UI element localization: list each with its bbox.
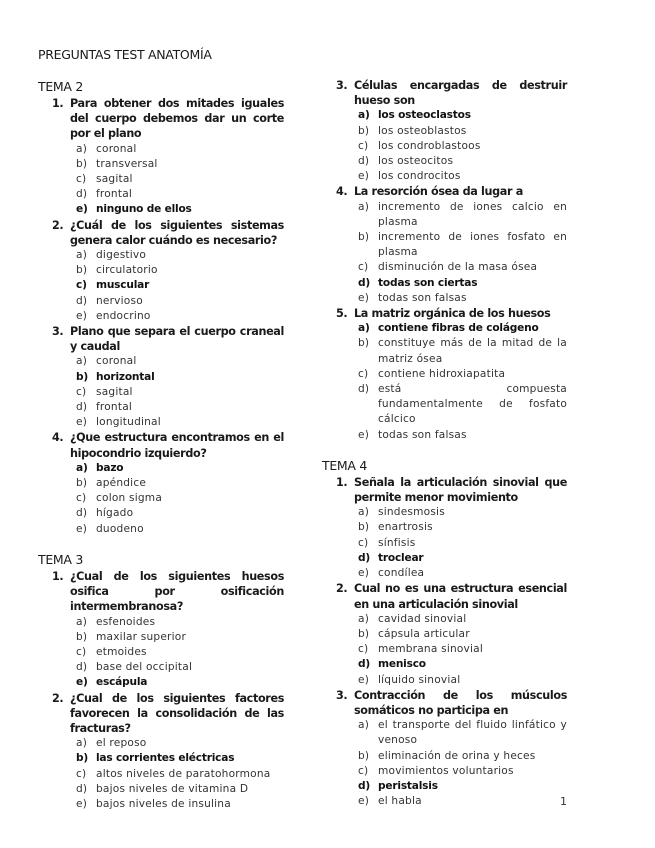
- option-letter: a): [358, 719, 370, 732]
- option-text: todas son falsas: [378, 428, 467, 441]
- answer-option: [322, 428, 567, 443]
- answer-option: [38, 630, 284, 645]
- answer-option: [38, 142, 284, 157]
- answer-option: [322, 642, 567, 657]
- option-text: coronal: [96, 142, 137, 155]
- option-letter: e): [76, 797, 88, 810]
- option-text: está compuesta fundamentalmente de fosfato cálcico: [378, 383, 567, 426]
- option-letter: b): [76, 630, 88, 643]
- option-letter: a): [76, 249, 88, 262]
- question-text: Señala la articulación sinovial que permite menor movimiento: [354, 475, 567, 505]
- option-letter: c): [358, 536, 369, 549]
- question-number: 1.: [336, 475, 348, 489]
- option-text: horizontal: [96, 370, 155, 383]
- option-letter: a): [76, 615, 88, 628]
- answer-option: [322, 169, 567, 184]
- option-text: maxilar superior: [96, 630, 186, 643]
- question-text: ¿Cuál de los siguientes sistemas genera calor cuándo es necesario?: [70, 218, 284, 247]
- option-text: líquido sinovial: [378, 673, 461, 686]
- answer-option-correct: [322, 551, 567, 566]
- answer-option: [322, 673, 567, 688]
- option-letter: e): [358, 567, 370, 580]
- option-letter: c): [358, 643, 369, 656]
- answer-option: [38, 476, 284, 491]
- answer-option: [38, 157, 284, 172]
- option-text: los osteoclastos: [378, 109, 471, 122]
- option-letter: c): [76, 385, 87, 398]
- option-text: movimientos voluntarios: [378, 764, 514, 777]
- option-text: endocrino: [96, 309, 151, 322]
- question-number: 2.: [52, 691, 64, 705]
- options-list: [322, 505, 567, 581]
- option-letter: e): [358, 795, 370, 808]
- options-list: [322, 200, 567, 306]
- option-letter: a): [76, 142, 88, 155]
- option-text: contiene fibras de colágeno: [378, 322, 539, 335]
- option-text: frontal: [96, 188, 133, 201]
- option-text: sindesmosis: [378, 506, 445, 519]
- options-list: [322, 612, 567, 688]
- tema-heading: TEMA 2: [38, 79, 83, 94]
- option-text: el reposo: [96, 737, 147, 750]
- answer-option: [38, 248, 284, 263]
- option-text: esfenoides: [96, 615, 156, 628]
- question-text: ¿Cual de los siguientes huesos osifica por osificación intermembranosa?: [70, 569, 284, 614]
- option-letter: d): [76, 782, 88, 795]
- option-letter: d): [76, 507, 88, 520]
- option-letter: e): [76, 309, 88, 322]
- right-column: [322, 78, 567, 823]
- options-list: [38, 615, 284, 691]
- question: [38, 324, 284, 354]
- tema-section: [38, 78, 284, 537]
- option-text: el transporte del fluido linfático y venoso: [378, 719, 567, 747]
- option-text: cápsula articular: [378, 627, 470, 640]
- option-letter: a): [358, 612, 370, 625]
- answer-option-correct: [322, 779, 567, 794]
- answer-option: [322, 566, 567, 581]
- option-text: incremento de iones calcio en plasma: [378, 200, 567, 228]
- tema-section: [38, 551, 284, 812]
- question: [38, 96, 284, 142]
- option-letter: e): [76, 676, 88, 689]
- option-letter: d): [76, 401, 88, 414]
- option-letter: b): [358, 337, 370, 350]
- option-text: troclear: [378, 551, 424, 564]
- option-letter: c): [358, 261, 369, 274]
- option-letter: b): [358, 627, 370, 640]
- answer-option: [38, 187, 284, 202]
- option-letter: c): [76, 645, 87, 658]
- answer-option: [322, 794, 567, 809]
- answer-option: [38, 506, 284, 521]
- answer-option-correct: [322, 108, 567, 123]
- question-text: La matriz orgánica de los huesos: [354, 307, 551, 321]
- option-text: incremento de iones fosfato en plasma: [378, 231, 567, 259]
- answer-option: [38, 400, 284, 415]
- options-list: [38, 736, 284, 812]
- option-text: cavidad sinovial: [378, 612, 467, 625]
- answer-option: [38, 615, 284, 630]
- option-letter: e): [358, 673, 370, 686]
- question: [38, 691, 284, 737]
- option-letter: d): [358, 155, 370, 168]
- answer-option: [322, 627, 567, 642]
- option-letter: a): [76, 461, 88, 474]
- answer-option: [38, 522, 284, 537]
- answer-option-correct: [322, 657, 567, 672]
- tema-section: [322, 457, 567, 809]
- option-text: muscular: [96, 279, 150, 292]
- option-letter: b): [76, 370, 89, 383]
- tema-heading: TEMA 3: [38, 551, 83, 567]
- answer-option-correct: [38, 370, 284, 385]
- option-text: coronal: [96, 355, 137, 368]
- option-text: membrana sinovial: [378, 643, 484, 656]
- question: [322, 184, 567, 199]
- answer-option-correct: [38, 675, 284, 690]
- option-letter: c): [358, 139, 369, 152]
- option-text: disminución de la masa ósea: [378, 261, 538, 274]
- option-text: las corrientes eléctricas: [96, 752, 235, 765]
- answer-option: [322, 505, 567, 520]
- option-text: duodeno: [96, 522, 144, 535]
- option-text: eliminación de orina y heces: [378, 749, 536, 762]
- option-text: peristalsis: [378, 779, 438, 792]
- option-letter: c): [358, 367, 369, 380]
- option-letter: b): [76, 264, 88, 277]
- tema-section: [322, 78, 567, 443]
- option-letter: b): [76, 752, 89, 765]
- option-letter: d): [76, 294, 88, 307]
- option-text: los osteoblastos: [378, 124, 467, 137]
- answer-option: [38, 645, 284, 660]
- answer-option: [322, 200, 567, 230]
- question-number: 4.: [336, 185, 348, 199]
- answer-option: [322, 260, 567, 275]
- options-list: [38, 248, 284, 324]
- option-text: sagital: [96, 385, 133, 398]
- option-letter: b): [358, 231, 370, 244]
- answer-option: [38, 354, 284, 369]
- answer-option: [322, 139, 567, 154]
- option-text: todas son falsas: [378, 291, 467, 304]
- option-text: transversal: [96, 157, 158, 170]
- answer-option: [322, 367, 567, 382]
- option-text: enartrosis: [378, 521, 433, 534]
- option-letter: d): [358, 658, 371, 671]
- answer-option: [322, 382, 567, 428]
- option-letter: e): [358, 170, 370, 183]
- question: [38, 569, 284, 615]
- option-text: frontal: [96, 401, 133, 414]
- question-number: 4.: [52, 431, 64, 445]
- option-text: altos niveles de paratohormona: [96, 767, 271, 780]
- answer-option-correct: [322, 321, 567, 336]
- question: [322, 581, 567, 611]
- option-text: todas son ciertas: [378, 276, 478, 289]
- option-text: menisco: [378, 658, 426, 671]
- question-number: 2.: [52, 218, 64, 232]
- options-list: [322, 321, 567, 443]
- question: [322, 306, 567, 321]
- option-letter: a): [358, 200, 370, 213]
- question: [322, 688, 567, 718]
- option-text: colon sigma: [96, 492, 163, 505]
- option-letter: a): [76, 737, 88, 750]
- question-number: 2.: [336, 582, 348, 596]
- answer-option: [322, 154, 567, 169]
- option-text: ninguno de ellos: [96, 203, 192, 216]
- answer-option-correct: [322, 276, 567, 291]
- answer-option: [322, 291, 567, 306]
- answer-option: [38, 294, 284, 309]
- option-letter: d): [358, 551, 371, 564]
- option-text: circulatorio: [96, 264, 158, 277]
- option-text: el habla: [378, 795, 422, 808]
- option-letter: e): [76, 416, 88, 429]
- question: [38, 430, 284, 460]
- options-list: [38, 461, 284, 537]
- option-text: longitudinal: [96, 416, 161, 429]
- options-list: [38, 142, 284, 218]
- answer-option: [38, 172, 284, 187]
- options-list: [322, 718, 567, 809]
- option-text: apéndice: [96, 477, 147, 490]
- option-text: sínfisis: [378, 536, 416, 549]
- option-letter: c): [76, 492, 87, 505]
- option-letter: b): [76, 477, 88, 490]
- option-letter: a): [358, 109, 370, 122]
- option-letter: e): [76, 203, 88, 216]
- answer-option: [38, 491, 284, 506]
- option-text: hígado: [96, 507, 134, 520]
- option-letter: d): [76, 188, 88, 201]
- question-text: Para obtener dos mitades iguales del cuerpo debemos dar un corte por el plano: [70, 97, 284, 141]
- option-text: los condroblastoos: [378, 139, 481, 152]
- option-letter: d): [358, 383, 370, 396]
- option-letter: e): [76, 522, 88, 535]
- answer-option: [322, 520, 567, 535]
- page-title: PREGUNTAS TEST ANATOMÍA: [38, 47, 212, 62]
- answer-option: [38, 263, 284, 278]
- option-text: base del occipital: [96, 661, 193, 674]
- question-number: 5.: [336, 307, 348, 321]
- question-text: Plano que separa el cuerpo craneal y caudal: [70, 325, 284, 354]
- option-letter: a): [358, 322, 370, 335]
- answer-option: [322, 718, 567, 748]
- option-text: bazo: [96, 461, 124, 474]
- question-text: Contracción de los músculos somáticos no participa en: [354, 688, 567, 717]
- option-text: bajos niveles de insulina: [96, 797, 231, 810]
- question-number: 1.: [52, 569, 64, 583]
- answer-option-correct: [38, 278, 284, 293]
- option-text: nervioso: [96, 294, 143, 307]
- tema-heading: TEMA 4: [322, 457, 367, 473]
- question-number: 3.: [336, 688, 348, 702]
- option-text: constituye más de la mitad de la matriz ósea: [378, 337, 567, 365]
- option-letter: c): [76, 767, 87, 780]
- left-column: [38, 78, 284, 826]
- answer-option-correct: [38, 461, 284, 476]
- options-list: [322, 108, 567, 184]
- question: [322, 78, 567, 108]
- answer-option-correct: [38, 202, 284, 217]
- question-number: 3.: [336, 79, 348, 92]
- option-letter: b): [358, 521, 370, 534]
- answer-option: [322, 749, 567, 764]
- answer-option: [322, 764, 567, 779]
- option-text: etmoides: [96, 645, 147, 658]
- answer-option: [322, 230, 567, 260]
- question-number: 1.: [52, 97, 64, 110]
- answer-option: [38, 736, 284, 751]
- question-text: La resorción ósea da lugar a: [354, 185, 523, 199]
- option-text: condílea: [378, 567, 425, 580]
- option-letter: c): [358, 764, 369, 777]
- question: [38, 218, 284, 248]
- option-letter: d): [358, 276, 371, 289]
- question-text: ¿Cual de los siguientes factores favorecen la consolidación de las fracturas?: [70, 691, 284, 735]
- option-letter: c): [76, 279, 87, 292]
- answer-option: [38, 385, 284, 400]
- option-text: los osteocitos: [378, 155, 454, 168]
- question-text: Células encargadas de destruir hueso son: [354, 79, 567, 108]
- option-letter: b): [76, 157, 88, 170]
- answer-option-correct: [38, 751, 284, 766]
- option-text: los condrocitos: [378, 170, 461, 183]
- option-text: digestivo: [96, 249, 147, 262]
- question: [322, 475, 567, 505]
- option-text: sagital: [96, 173, 133, 186]
- option-letter: a): [76, 355, 88, 368]
- question-text: ¿Que estructura encontramos en el hipocondrio izquierdo?: [70, 431, 284, 460]
- answer-option: [38, 767, 284, 782]
- answer-option: [322, 612, 567, 627]
- option-letter: b): [358, 124, 370, 137]
- answer-option: [38, 797, 284, 812]
- answer-option: [38, 309, 284, 324]
- answer-option: [322, 536, 567, 551]
- page-number: 1: [560, 795, 567, 808]
- question-number: 3.: [52, 325, 64, 339]
- option-text: escápula: [96, 676, 148, 689]
- option-letter: d): [76, 661, 88, 674]
- answer-option: [38, 782, 284, 797]
- option-text: contiene hidroxiapatita: [378, 367, 506, 380]
- option-text: bajos niveles de vitamina D: [96, 782, 249, 795]
- question-text: Cual no es una estructura esencial en una articulación sinovial: [354, 582, 567, 611]
- option-letter: e): [358, 291, 370, 304]
- option-letter: d): [358, 779, 371, 792]
- option-letter: b): [358, 749, 370, 762]
- answer-option: [322, 124, 567, 139]
- option-letter: a): [358, 506, 370, 519]
- options-list: [38, 354, 284, 430]
- answer-option: [38, 660, 284, 675]
- option-letter: e): [358, 428, 370, 441]
- option-letter: c): [76, 173, 87, 186]
- answer-option: [38, 415, 284, 430]
- answer-option: [322, 336, 567, 366]
